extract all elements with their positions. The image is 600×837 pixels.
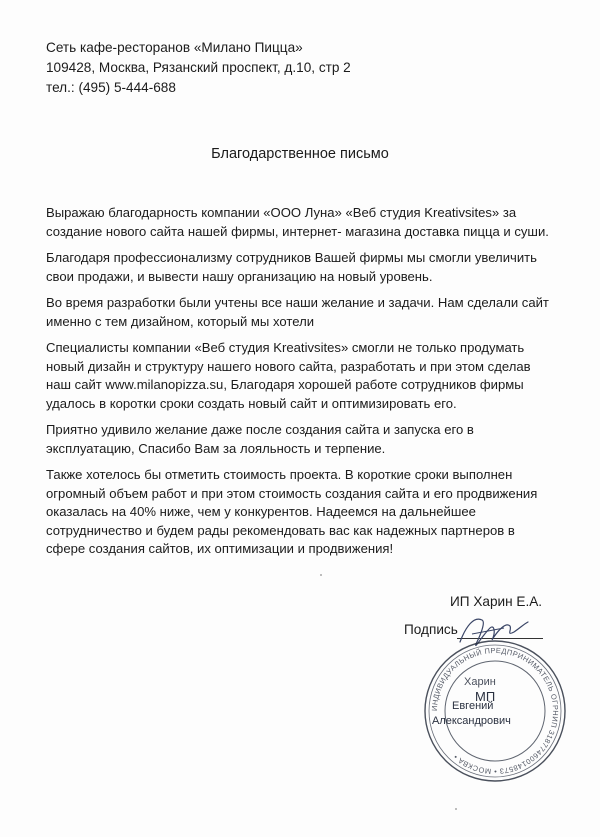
letter-body	[46, 204, 566, 567]
paragraph-line: Специалисты компании «Веб студия Kreativsites» смогли не только продумать	[46, 340, 525, 355]
paragraph-line: огромный объем работ и при этом стоимость создания сайта и его продвижения	[46, 485, 538, 501]
letter-paragraph	[46, 249, 566, 286]
paragraph-line: Приятно удивило желание даже после создания сайта и запуска его в	[46, 422, 474, 437]
paragraph-line: сотрудничество и будем рады рекомендовать вас как надежных партнеров в	[46, 522, 515, 538]
paragraph-line: создание нового сайта нашей фирмы, интернет- магазина доставка пицца и суши.	[46, 223, 549, 239]
letter-paragraph	[46, 204, 566, 241]
paragraph-line: свои продажи, и вывести нашу организацию на новый уровень.	[46, 268, 433, 284]
sender-company: Сеть кафе-ресторанов «Милано Пицца»	[46, 40, 303, 55]
paragraph-line: оказалась на 40% ниже, чем у конкурентов. Надеемся на дальнейшее	[46, 504, 476, 519]
paper-speck	[455, 808, 457, 810]
sender-address: 109428, Москва, Рязанский проспект, д.10, стр 2	[46, 60, 351, 75]
paragraph-line: Также хотелось бы отметить стоимость проекта. В короткие сроки выполнен	[46, 467, 513, 482]
letter-paragraph	[46, 421, 566, 458]
stamp-line-1: Харин	[464, 676, 496, 688]
stamp-ring-text: ИНДИВИДУАЛЬНЫЙ ПРЕДПРИНИМАТЕЛЬ ОГРНИП 318774600148573 • МОСКВА •	[429, 645, 561, 777]
paragraph-line: удалось в коротки сроки создать новый сайт и оптимизировать его.	[46, 395, 457, 411]
sender-block	[46, 38, 351, 98]
svg-text:ИНДИВИДУАЛЬНЫЙ ПРЕДПРИНИМАТЕЛЬ	[430, 646, 560, 776]
paragraph-line: Благодаря профессионализму сотрудников Вашей фирмы мы смогли увеличить	[46, 250, 537, 265]
mp-label: МП	[475, 689, 496, 704]
stamp-line-2: Евгений	[452, 700, 494, 712]
paragraph-line: Выражаю благодарность компании «ООО Луна» «Веб студия Kreativsites» за	[46, 205, 517, 220]
letter-paragraph	[46, 294, 566, 331]
letter-paragraph	[46, 466, 566, 559]
paragraph-line: новый дизайн и структуру нашего нового сайта, разработать и при этом сделав	[46, 358, 531, 374]
sender-phone: тел.: (495) 5-444-688	[46, 80, 176, 95]
letter-title: Благодарственное письмо	[211, 146, 389, 162]
paragraph-line: эксплуатацию, Спасибо Вам за лояльность и терпение.	[46, 440, 386, 456]
stamp-line-3: Александрович	[432, 715, 511, 727]
company-stamp	[420, 636, 570, 786]
letter-paragraph	[46, 339, 566, 413]
paper-speck	[320, 574, 322, 576]
paragraph-line: наш сайт www.milanopizza.su, Благодаря хорошей работе сотрудников фирмы	[46, 377, 524, 392]
paragraph-line: именно с тем дизайном, который мы хотели	[46, 313, 315, 329]
paragraph-line: Во время разработки были учтены все наши желание и задачи. Нам сделали сайт	[46, 295, 549, 310]
signer-name: ИП Харин Е.А.	[450, 594, 543, 609]
paragraph-line: сфере создания сайтов, их оптимизации и продвижения!	[46, 541, 394, 556]
signature-label: Подпись	[404, 622, 458, 637]
